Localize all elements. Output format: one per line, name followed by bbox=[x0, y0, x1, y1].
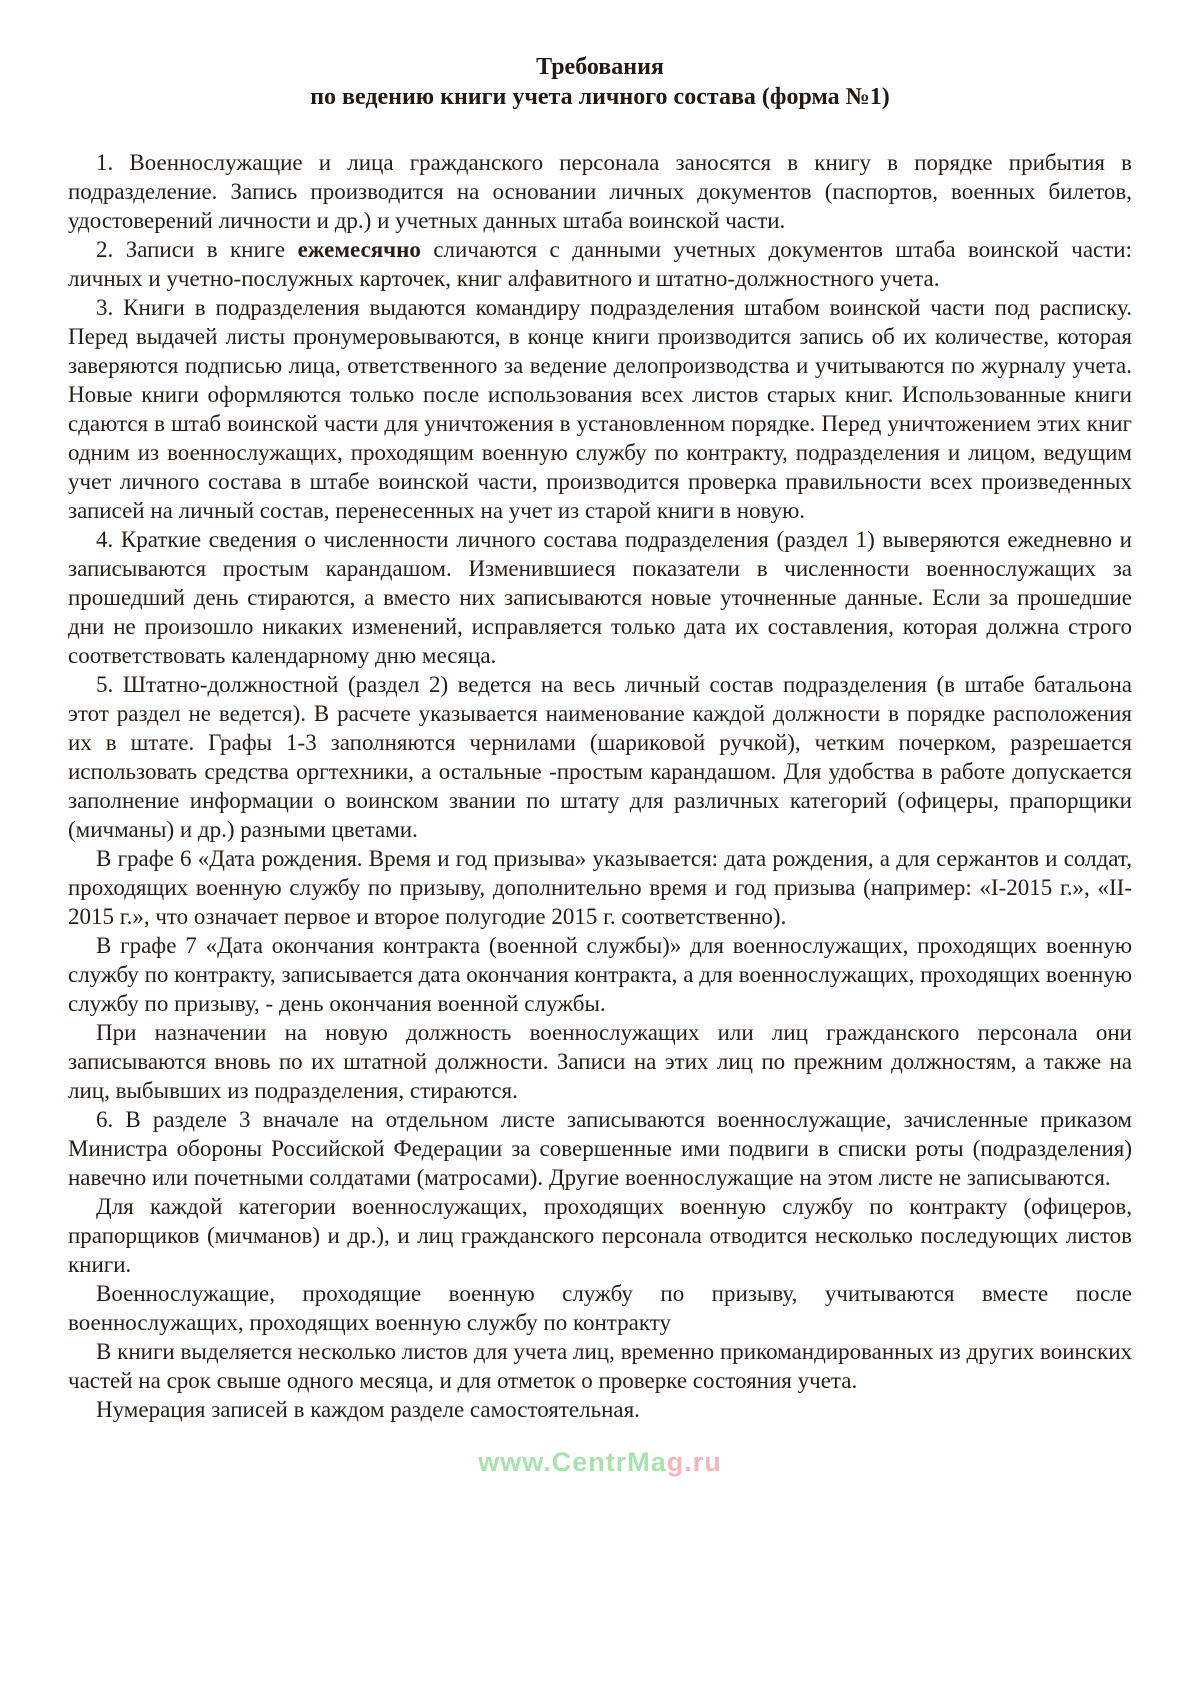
document-title bbox=[68, 52, 1132, 112]
document-content bbox=[68, 52, 1132, 1424]
paragraph-12: В книги выделяется несколько листов для учета лиц, временно прикомандированных из других воинских частей на срок свыше одного месяца, и для отметок о проверке состояния учета. bbox=[68, 1339, 1132, 1393]
paragraph-2-suffix: сличаются с данными учетных документов штаба воинской части: личных и учетно-послужных карточек, книг алфавитного и штатно-должностного учета. bbox=[68, 237, 1133, 291]
watermark-green-part: www.CentrMa bbox=[478, 1447, 667, 1477]
paragraph-8: При назначении на новую должность военнослужащих или лиц гражданского персонала они записываются вновь по их штатной должности. Записи на этих лиц по прежним должностям, а также на лиц, выбывших из подразделения, стираются. bbox=[68, 1020, 1132, 1103]
document-title-line1: Требования bbox=[536, 54, 664, 80]
paragraph-2-prefix: 2. Записи в книге bbox=[96, 237, 298, 262]
paragraph-4: 4. Краткие сведения о численности личного состава подразделения (раздел 1) выверяются ежедневно и записываются простым карандашом. Изменившиеся показатели в численности военнослужащих за прошедший день стираются, а вместо них записываются новые уточненные данные. Если за прошедшие дни не произошло никаких изменений, исправляется только дата их составления, которая должна строго соответствовать календарному дню месяца. bbox=[68, 527, 1132, 668]
paragraph-9: 6. В разделе 3 вначале на отдельном листе записываются военнослужащие, зачисленные приказом Министра обороны Российской Федерации за совершенные ими подвиги в списки роты (подразделения) навечно или почетными солдатами (матросами). Другие военнослужащие на этом листе не записываются. bbox=[68, 1107, 1132, 1190]
paragraph-5: 5. Штатно-должностной (раздел 2) ведется на весь личный состав подразделения (в штабе батальона этот раздел не ведется). В расчете указывается наименование каждой должности в порядке расположения их в штате. Графы 1-3 заполняются чернилами (шариковой ручкой), четким почерком, разрешается использовать средства оргтехники, а остальные -простым карандашом. Для удобства в работе допускается заполнение информации о воинском звании по штату для различных категорий (офицеры, прапорщики (мичманы) и др.) разными цветами. bbox=[68, 672, 1132, 842]
paragraph-3: 3. Книги в подразделения выдаются командиру подразделения штабом воинской части под расписку. Перед выдачей листы пронумеровываются, в конце книги производится запись об их количестве, которая заверяются подписью лица, ответственного за ведение делопроизводства и учитываются по журналу учета. Новые книги оформляются только после использования всех листов старых книг. Использованные книги сдаются в штаб воинской части для уничтожения в установленном порядке. Перед уничтожением этих книг одним из военнослужащих, проходящим военную службу по контракту, подразделения и лицом, ведущим учет личного состава в штабе воинской части, производится проверка правильности всех произведенных записей на личный состав, перенесенных на учет из старой книги в новую. bbox=[68, 295, 1132, 523]
watermark-pink-part: g.ru bbox=[666, 1447, 722, 1477]
paragraph-11: Военнослужащие, проходящие военную службу по призыву, учитываются вместе после военнослужащих, проходящих военную службу по контракту bbox=[68, 1281, 1132, 1335]
document-title-line2: по ведению книги учета личного состава (форма №1) bbox=[310, 84, 890, 110]
paragraph-2 bbox=[68, 235, 1132, 293]
watermark bbox=[478, 1447, 722, 1478]
paragraph-6: В графе 6 «Дата рождения. Время и год призыва» указывается: дата рождения, а для сержантов и солдат, проходящих военную службу по призыву, дополнительно время и год призыва (например: «I-2015 г.», «II-2015 г.», что означает первое и второе полугодие 2015 г. соответственно). bbox=[68, 846, 1132, 929]
paragraph-13: Нумерация записей в каждом разделе самостоятельная. bbox=[96, 1397, 640, 1422]
paragraph-2-bold-word: ежемесячно bbox=[297, 237, 421, 262]
paragraph-7: В графе 7 «Дата окончания контракта (военной службы)» для военнослужащих, проходящих военную службу по контракту, записывается дата окончания контракта, а для военнослужащих, проходящих военную службу по призыву, - день окончания военной службы. bbox=[68, 933, 1132, 1016]
paragraph-1: 1. Военнослужащие и лица гражданского персонала заносятся в книгу в порядке прибытия в подразделение. Запись производится на основании личных документов (паспортов, военных билетов, удостоверений личности и др.) и учетных данных штаба воинской части. bbox=[68, 150, 1132, 233]
paragraph-10: Для каждой категории военнослужащих, проходящих военную службу по контракту (офицеров, прапорщиков (мичманов) и др.), и лиц гражданского персонала отводится несколько последующих листов книги. bbox=[68, 1194, 1132, 1277]
